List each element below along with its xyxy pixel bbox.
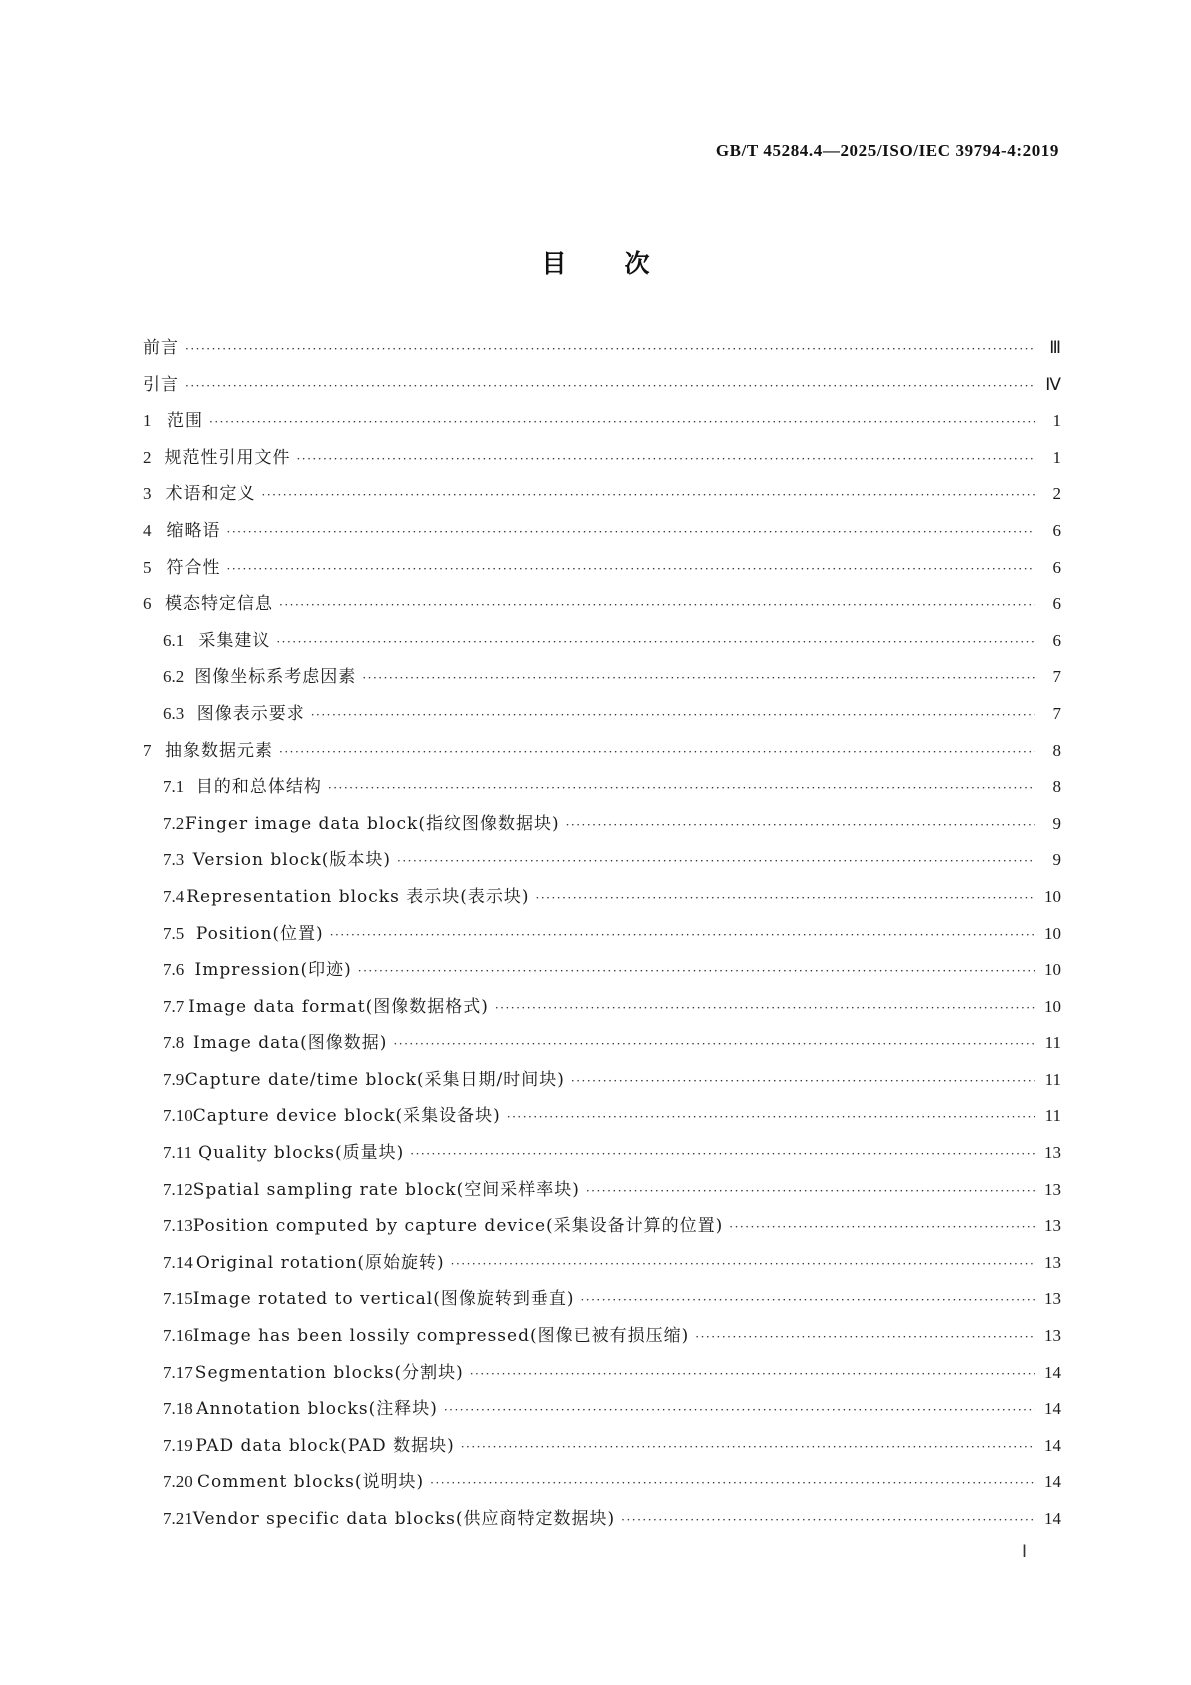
toc-leader-dots xyxy=(461,1437,1035,1457)
toc-entry-number: 7.9 xyxy=(163,1069,185,1089)
toc-entry-page: 14 xyxy=(1044,1362,1061,1382)
toc-entry-number: 7.20 xyxy=(163,1472,193,1492)
toc-entry-title: 模态特定信息 xyxy=(165,594,273,615)
toc-entry-page: 11 xyxy=(1044,1069,1061,1089)
toc-entry[interactable] xyxy=(143,484,1061,521)
toc-entry-title: 引言 xyxy=(143,374,179,395)
toc-leader-dots xyxy=(397,851,1035,871)
toc-entry-number: 7.16 xyxy=(163,1326,193,1346)
toc-entry-page: 9 xyxy=(1052,813,1061,833)
toc-leader-dots xyxy=(262,485,1036,505)
page-title: 目次 xyxy=(541,249,708,278)
toc-entry[interactable] xyxy=(143,887,1061,924)
toc-entry-title: Image rotated to vertical(图像旋转到垂直) xyxy=(192,1289,575,1310)
toc-entry-number: 7.17 xyxy=(163,1362,193,1382)
toc-entry-page: 6 xyxy=(1052,557,1061,577)
standard-number-header: GB/T 45284.4—2025/ISO/IEC 39794-4:2019 xyxy=(715,141,1059,160)
toc-entry-page: 6 xyxy=(1052,594,1061,614)
toc-leader-dots xyxy=(695,1327,1035,1347)
toc-entry-number: 7.19 xyxy=(163,1435,193,1455)
toc-entry[interactable] xyxy=(143,667,1061,704)
toc-leader-dots xyxy=(276,632,1035,652)
toc-leader-dots xyxy=(328,778,1035,798)
toc-entry-number: 7.6 xyxy=(163,960,185,980)
toc-entry-number: 7.15 xyxy=(163,1289,193,1309)
toc-entry[interactable] xyxy=(143,1033,1061,1070)
toc-entry-title: Comment blocks(说明块) xyxy=(197,1472,425,1493)
toc-leader-dots xyxy=(330,925,1035,945)
toc-entry-title: 规范性引用文件 xyxy=(164,447,291,468)
toc-entry[interactable] xyxy=(143,1106,1061,1143)
toc-entry-title: 符合性 xyxy=(166,557,221,578)
toc-entry-page: 11 xyxy=(1044,1033,1061,1053)
toc-entry[interactable] xyxy=(143,338,1061,375)
toc-leader-dots xyxy=(393,1034,1035,1054)
toc-entry[interactable] xyxy=(143,1289,1061,1326)
toc-entry-page: 13 xyxy=(1044,1289,1061,1309)
toc-entry[interactable] xyxy=(143,960,1061,997)
toc-entry-page: 13 xyxy=(1044,1252,1061,1272)
toc-entry-page: 8 xyxy=(1052,740,1061,760)
toc-leader-dots xyxy=(571,1071,1035,1091)
toc-entry-page: 6 xyxy=(1052,520,1061,540)
toc-entry-page: 1 xyxy=(1052,447,1061,467)
toc-entry-page: 6 xyxy=(1052,630,1061,650)
toc-entry-title: 图像表示要求 xyxy=(196,703,305,724)
toc-entry-page: 11 xyxy=(1044,1106,1061,1126)
toc-entry-title: 目的和总体结构 xyxy=(195,777,322,798)
toc-entry-number: 7.5 xyxy=(163,923,185,943)
toc-entry-page: 10 xyxy=(1044,996,1061,1016)
toc-entry-page: 10 xyxy=(1044,960,1061,980)
toc-entry-title: Image data(图像数据) xyxy=(192,1033,388,1054)
toc-leader-dots xyxy=(507,1107,1035,1127)
toc-entry-title: Impression(印迹) xyxy=(194,960,352,981)
toc-entry[interactable] xyxy=(143,375,1061,412)
toc-leader-dots xyxy=(444,1400,1035,1420)
toc-entry-title: Position computed by capture device(采集设备计算的位置) xyxy=(192,1216,724,1237)
toc-entry-number: 7.13 xyxy=(163,1216,193,1236)
toc-entry[interactable] xyxy=(143,448,1061,485)
toc-entry-page: 7 xyxy=(1052,703,1061,723)
toc-entry-page: 13 xyxy=(1044,1216,1061,1236)
toc-entry-title: Finger image data block(指纹图像数据块) xyxy=(184,813,560,834)
toc-entry-title: 范围 xyxy=(167,411,204,432)
toc-leader-dots xyxy=(311,705,1035,725)
toc-entry-page: 14 xyxy=(1044,1435,1061,1455)
toc-leader-dots xyxy=(185,376,1035,396)
toc-entry-title: 采集建议 xyxy=(198,630,271,651)
toc-leader-dots xyxy=(586,1181,1035,1201)
toc-entry-number: 7.2 xyxy=(163,813,185,833)
toc-entry-page: 9 xyxy=(1052,850,1061,870)
toc-entry-title: Quality blocks(质量块) xyxy=(198,1143,405,1164)
toc-entry[interactable] xyxy=(143,924,1061,961)
toc-entry-number: 3 xyxy=(143,484,152,504)
toc-leader-dots xyxy=(621,1510,1035,1530)
table-of-contents xyxy=(143,338,1061,1546)
toc-leader-dots xyxy=(470,1364,1035,1384)
toc-entry[interactable] xyxy=(143,1143,1061,1180)
toc-entry-page: 13 xyxy=(1044,1179,1061,1199)
toc-leader-dots xyxy=(410,1144,1035,1164)
toc-entry[interactable] xyxy=(143,558,1061,595)
toc-entry[interactable] xyxy=(143,1399,1061,1436)
toc-entry-page: 8 xyxy=(1052,777,1061,797)
toc-entry-number: 6.3 xyxy=(163,703,185,723)
toc-entry-title: Image data format(图像数据格式) xyxy=(188,996,489,1017)
toc-entry-number: 7 xyxy=(143,740,152,760)
toc-entry-number: 6 xyxy=(143,594,152,614)
toc-leader-dots xyxy=(185,339,1035,359)
toc-entry-page: 13 xyxy=(1044,1326,1061,1346)
toc-entry[interactable] xyxy=(143,631,1061,668)
toc-leader-dots xyxy=(495,998,1035,1018)
toc-entry[interactable] xyxy=(143,1070,1061,1107)
toc-entry-page: Ⅳ xyxy=(1045,374,1061,394)
toc-entry-title: Position(位置) xyxy=(195,923,324,944)
toc-entry-number: 7.11 xyxy=(163,1143,193,1163)
toc-leader-dots xyxy=(566,815,1035,835)
toc-leader-dots xyxy=(729,1217,1035,1237)
toc-entry-page: Ⅲ xyxy=(1049,338,1061,357)
toc-leader-dots xyxy=(430,1473,1035,1493)
toc-entry[interactable] xyxy=(143,997,1061,1034)
toc-entry[interactable] xyxy=(143,1363,1061,1400)
toc-entry[interactable] xyxy=(143,1472,1061,1509)
toc-entry-number: 7.7 xyxy=(163,996,185,1016)
toc-leader-dots xyxy=(358,961,1035,981)
toc-entry-title: 前言 xyxy=(143,338,179,358)
toc-entry-title: Representation blocks 表示块(表示块) xyxy=(186,886,530,907)
toc-entry-number: 7.14 xyxy=(163,1252,193,1272)
toc-entry[interactable] xyxy=(143,411,1061,448)
toc-entry-number: 7.8 xyxy=(163,1033,185,1053)
toc-entry-number: 2 xyxy=(143,447,152,467)
toc-entry[interactable] xyxy=(143,1180,1061,1217)
toc-leader-dots xyxy=(451,1254,1035,1274)
toc-entry-title: 抽象数据元素 xyxy=(165,740,273,761)
toc-leader-dots xyxy=(279,595,1035,615)
toc-entry[interactable] xyxy=(143,777,1061,814)
toc-entry-number: 6.1 xyxy=(163,630,185,650)
toc-leader-dots xyxy=(279,742,1035,762)
toc-entry-title: Segmentation blocks(分割块) xyxy=(194,1362,464,1383)
toc-entry-title: Original rotation(原始旋转) xyxy=(195,1252,445,1273)
toc-entry-number: 6.2 xyxy=(163,667,185,687)
toc-entry-title: 缩略语 xyxy=(166,520,221,541)
toc-entry[interactable] xyxy=(143,814,1061,851)
toc-entry[interactable] xyxy=(143,594,1061,631)
toc-entry-number: 4 xyxy=(143,520,152,540)
toc-entry-number: 5 xyxy=(143,557,152,577)
toc-entry-page: 14 xyxy=(1044,1509,1061,1528)
toc-entry-number: 7.12 xyxy=(163,1179,193,1199)
toc-entry[interactable] xyxy=(143,704,1061,741)
toc-entry[interactable] xyxy=(143,741,1061,778)
toc-entry-title: Capture device block(采集设备块) xyxy=(192,1106,501,1127)
toc-entry[interactable] xyxy=(143,850,1061,887)
toc-entry-title: Image has been lossily compressed(图像已被有损压缩) xyxy=(192,1326,690,1347)
toc-entry-title: Vendor specific data blocks(供应商特定数据块) xyxy=(192,1509,616,1529)
toc-entry[interactable] xyxy=(143,521,1061,558)
toc-entry-title: Annotation blocks(注释块) xyxy=(196,1399,438,1420)
toc-entry[interactable] xyxy=(143,1216,1061,1253)
toc-entry-title: PAD data block(PAD 数据块) xyxy=(195,1435,455,1456)
toc-entry-number: 1 xyxy=(143,411,152,431)
toc-entry-title: 术语和定义 xyxy=(165,484,256,505)
toc-entry-number: 7.1 xyxy=(163,777,185,797)
page-number: Ⅰ xyxy=(1022,1542,1028,1561)
toc-entry-number: 7.3 xyxy=(163,850,185,870)
toc-entry-page: 7 xyxy=(1052,667,1061,687)
toc-entry[interactable] xyxy=(143,1509,1061,1546)
toc-entry-title: Spatial sampling rate block(空间采样率块) xyxy=(192,1179,580,1200)
toc-entry-page: 10 xyxy=(1044,923,1061,943)
toc-entry-title: Version block(版本块) xyxy=(192,850,391,871)
toc-entry-page: 14 xyxy=(1044,1399,1061,1419)
toc-leader-dots xyxy=(296,449,1035,469)
toc-entry-page: 1 xyxy=(1052,411,1061,431)
toc-leader-dots xyxy=(580,1290,1035,1310)
toc-leader-dots xyxy=(536,888,1035,908)
toc-entry-number: 7.10 xyxy=(163,1106,193,1126)
toc-entry-page: 14 xyxy=(1044,1472,1061,1492)
toc-leader-dots xyxy=(227,522,1035,542)
toc-entry-page: 13 xyxy=(1044,1143,1061,1163)
toc-entry-number: 7.4 xyxy=(163,886,185,906)
toc-leader-dots xyxy=(209,412,1035,432)
toc-entry[interactable] xyxy=(143,1253,1061,1290)
toc-entry-page: 10 xyxy=(1044,886,1061,906)
toc-entry-number: 7.21 xyxy=(163,1509,193,1528)
toc-entry-number: 7.18 xyxy=(163,1399,193,1419)
toc-entry[interactable] xyxy=(143,1326,1061,1363)
toc-leader-dots xyxy=(227,559,1035,579)
toc-entry-title: Capture date/time block(采集日期/时间块) xyxy=(184,1069,565,1090)
toc-leader-dots xyxy=(362,668,1035,688)
toc-entry[interactable] xyxy=(143,1436,1061,1473)
toc-entry-title: 图像坐标系考虑因素 xyxy=(194,667,357,688)
toc-entry-page: 2 xyxy=(1052,484,1061,504)
